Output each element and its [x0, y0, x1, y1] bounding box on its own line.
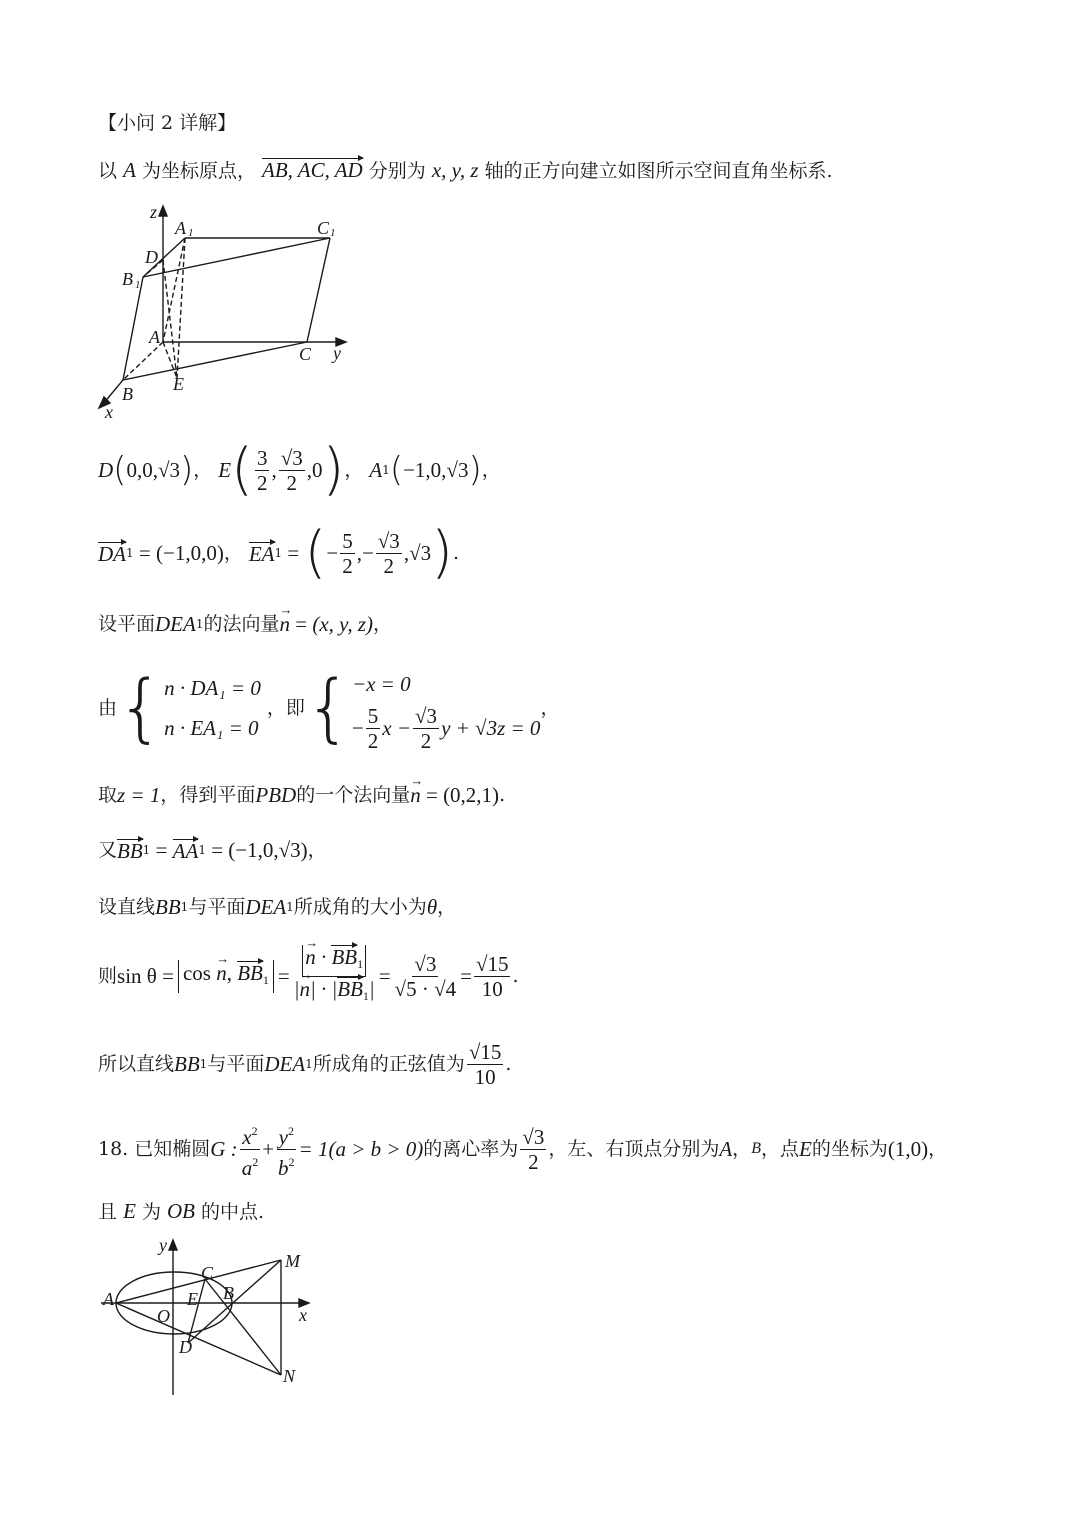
- vec-EA1-x: $\frac{5}{2}$: [342, 528, 353, 578]
- normal-plane: DEA: [155, 612, 196, 636]
- angle-theta: θ: [426, 895, 438, 919]
- sin-line: 则 sin θ = cos → n, $BB_1$ = → $\frac{n \cdot BB_1}{|\to n| \cdot |BB_1|}$ = $\frac{√3}{√5 \cdot √4}$ = $\frac{√15}{10}$ .: [98, 936, 519, 1016]
- label-D: D: [145, 247, 158, 267]
- q18-y-frac: $\frac{y^2}{b^2}$: [276, 1119, 297, 1180]
- q18-mid: 的离心率为: [423, 1138, 519, 1160]
- coord-E-label: E: [218, 458, 232, 482]
- angle-mid2: 所成角的大小为: [293, 896, 427, 918]
- system-right: { −x = 0 − $\frac{5}{2}$ x − $\frac{√3}{2}$ y + √3z = 0: [304, 665, 541, 753]
- normal-n: → n: [280, 611, 291, 637]
- take-pre: 取: [98, 784, 118, 806]
- q18-line1: 18. 已知椭圆 G : $\frac{x^2}{a^2}$ + $\frac{y^2}{b^2}$ = 1(a > b > 0) 的离心率为 $\frac{√3}{2}$ ，左、右顶点分别为 A ， B ，点 E 的坐标为 (1,0) ，: [98, 1118, 947, 1180]
- angle-pre: 设直线: [98, 896, 156, 918]
- normal-mid: 的法向量: [203, 613, 280, 635]
- coord-D-label: D: [98, 458, 114, 482]
- coord-D-value: 0,0,√3: [126, 458, 180, 482]
- concl-line: BB: [174, 1052, 200, 1076]
- label-A1: A: [175, 218, 186, 238]
- take-z: z = 1: [117, 783, 161, 807]
- label-E: E: [173, 374, 184, 394]
- intro-mid: 为坐标原点，: [141, 160, 256, 182]
- label-B1-sub: 1: [135, 279, 141, 291]
- again-end: ，: [307, 839, 327, 861]
- vec-DA1-value: (−1,0,0): [155, 541, 224, 565]
- angle-line-name: BB: [155, 895, 181, 919]
- vec-EA1-y: $\frac{√3}{2}$: [377, 528, 400, 578]
- q18-end: ，: [928, 1138, 948, 1160]
- q18-l2-end: 的中点.: [201, 1201, 265, 1223]
- system-line: [98, 662, 559, 754]
- coord-A1-label: A: [369, 458, 383, 482]
- e-label-E: E: [187, 1289, 198, 1309]
- concl-pre: 所以直线: [98, 1053, 175, 1075]
- label-C1-sub: 1: [330, 227, 336, 239]
- q18-mid4: 的坐标为: [811, 1138, 888, 1160]
- angle-plane: DEA: [245, 895, 287, 919]
- e-label-C: C: [201, 1263, 214, 1283]
- e-label-N: N: [283, 1366, 296, 1386]
- label-A: A: [149, 327, 160, 347]
- e-label-M: M: [285, 1251, 300, 1271]
- q18-mid2: ，左、右顶点分别为: [548, 1138, 720, 1160]
- system-left: { n · DA₁ = 0 n · EA₁ = 0: [117, 665, 261, 751]
- concl-mid2: 所成角的正弦值为: [312, 1053, 465, 1075]
- e-label-D: D: [179, 1337, 192, 1357]
- sin-frac2: $\frac{√3}{√5 \cdot √4}$: [394, 951, 457, 1001]
- normal-end: ，: [373, 613, 393, 635]
- sin-frac1: → $\frac{n \cdot BB_1}{|\to n| \cdot |BB_1|}$: [292, 945, 377, 1008]
- system-ji: ，即: [266, 697, 305, 719]
- system-r2: n · EA₁ = 0: [164, 716, 259, 740]
- vec-EA1: EA: [248, 542, 275, 566]
- q18-E: E: [798, 1137, 812, 1161]
- label-B1: B: [122, 269, 133, 289]
- q18-ecc: $\frac{√3}{2}$: [522, 1124, 545, 1174]
- sin-pre: 则: [98, 965, 118, 987]
- q18-cond: = 1(a > b > 0): [298, 1137, 424, 1161]
- take-mid: ，得到平面: [160, 784, 256, 806]
- label-B: B: [122, 384, 133, 404]
- again-line: 又 BB 1 = AA 1 = (−1,0,√3) ，: [98, 838, 327, 863]
- sin-cos: cos: [182, 960, 211, 985]
- intro-line: [98, 157, 833, 184]
- system-end: ，: [540, 697, 560, 719]
- label-C1: C: [317, 218, 330, 238]
- label-y: y: [333, 343, 341, 363]
- label-x: x: [105, 402, 113, 422]
- sin-lhs: sin θ =: [117, 964, 174, 988]
- coord-end: ，: [481, 459, 501, 481]
- q18-A: A: [719, 1137, 733, 1161]
- coord-sep2: ，: [344, 459, 364, 481]
- take-line: 取 z = 1 ，得到平面 PBD 的一个法向量 → n = (0,2,1) .: [98, 780, 505, 810]
- intro-mid2: 分别为: [368, 160, 426, 182]
- e-label-y: y: [159, 1235, 167, 1255]
- figure-ellipse: [95, 1235, 335, 1400]
- concl-mid: 与平面: [207, 1053, 265, 1075]
- heading-text: 【小问 2 详解】: [98, 112, 237, 134]
- coord-A1-value: −1,0,√3: [403, 458, 469, 482]
- conclusion-line: 所以直线 BB 1 与平面 DEA 1 所成角的正弦值为 $\frac{√15}{10}$ .: [98, 1039, 512, 1089]
- intro-post: 轴的正方向建立如图所示空间直角坐标系.: [484, 160, 833, 182]
- coord-E-x: $\frac{3}{2}$: [256, 445, 268, 495]
- sin-frac3: $\frac{√15}{10}$: [475, 951, 509, 1001]
- take-mid2: 的一个法向量: [296, 784, 411, 806]
- coord-E-z: 0: [311, 458, 323, 482]
- q18-B: B: [751, 1140, 761, 1157]
- system-s1: −x = 0: [351, 671, 411, 696]
- intro-axes: x, y, z: [431, 158, 479, 182]
- label-C: C: [299, 344, 312, 364]
- intro-origin: A: [123, 158, 136, 182]
- e-label-O: O: [157, 1306, 170, 1326]
- q18-G: G :: [210, 1137, 238, 1161]
- q18-l2-mid: 为: [141, 1201, 161, 1223]
- label-z: z: [150, 202, 158, 222]
- e-label-B: B: [223, 1283, 234, 1303]
- q18-x-frac: $\frac{x^2}{a^2}$: [240, 1119, 261, 1180]
- q18-mid3: ，点: [760, 1138, 799, 1160]
- system-r1: n · DA₁ = 0: [164, 676, 261, 700]
- angle-mid: 与平面: [188, 896, 246, 918]
- take-plane: PBD: [255, 783, 297, 807]
- normal-line: 设平面 DEA 1 的法向量 → n = (x, y, z) ，: [98, 608, 392, 640]
- q18-l2-OB: OB: [167, 1199, 195, 1223]
- vec-end: .: [452, 542, 459, 564]
- e-label-x: x: [299, 1305, 307, 1325]
- intro-vectors: AB, AC, AD: [262, 158, 363, 182]
- concl-end: .: [505, 1053, 512, 1075]
- angle-end: ，: [437, 896, 457, 918]
- q18-line2: [98, 1198, 264, 1225]
- figure-prism: [95, 200, 365, 425]
- normal-val: (x, y, z): [312, 612, 373, 636]
- take-end: .: [499, 784, 506, 806]
- e-label-A: A: [103, 1289, 114, 1309]
- again-eq: (−1,0,√3): [228, 838, 308, 862]
- again-pre: 又: [98, 839, 118, 861]
- q18-l2-E: E: [123, 1199, 136, 1223]
- concl-plane: DEA: [264, 1052, 306, 1076]
- label-A1-sub: 1: [188, 227, 194, 239]
- coords-line: D ( 0,0,√3 ) ， E ( $\frac{3}{2}$ , $\frac{√3}{2}$ , 0 ) ， A 1 ( −1,0,√3 ) ，: [98, 437, 501, 502]
- system-you: 由: [98, 697, 118, 719]
- sin-end: .: [512, 965, 519, 987]
- take-val: (0,2,1): [443, 783, 500, 807]
- coord-E-y: $\frac{√3}{2}$: [280, 445, 303, 495]
- intro-pre: 以: [98, 160, 118, 182]
- vectors-line: DA 1 = (−1,0,0) ， EA 1 = ( − $\frac{5}{2}$ ,− $\frac{√3}{2}$ , √3 ) .: [98, 520, 459, 585]
- q18-num: 18. 已知椭圆: [98, 1138, 211, 1160]
- normal-pre: 设平面: [98, 613, 156, 635]
- angle-line: 设直线 BB 1 与平面 DEA 1 所成角的大小为 θ ，: [98, 895, 457, 919]
- section-heading: [98, 110, 236, 136]
- concl-frac: $\frac{√15}{10}$: [468, 1039, 502, 1089]
- vec-EA1-z: √3: [409, 541, 432, 565]
- vec-DA1: DA: [98, 542, 126, 566]
- q18-coord: (1,0): [887, 1137, 929, 1161]
- q18-l2-pre: 且: [98, 1201, 118, 1223]
- coord-sep1: ，: [193, 459, 213, 481]
- vec-sep: ，: [223, 542, 243, 564]
